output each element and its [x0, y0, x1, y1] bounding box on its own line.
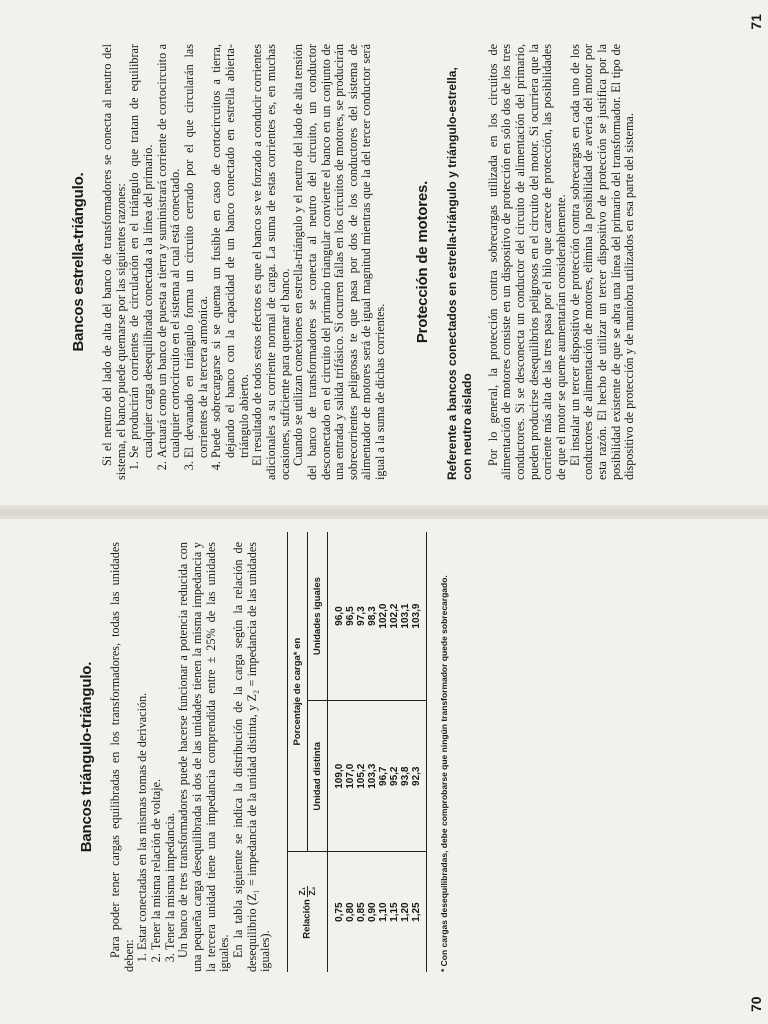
- cell-distinct: 109,0: [327, 701, 345, 852]
- table-header-equal: Unidades iguales: [307, 532, 327, 701]
- table-row: [345, 532, 356, 972]
- cell-equal: 102,2: [389, 532, 400, 701]
- cell-equal: 98,3: [367, 532, 378, 701]
- list-item: 3. Tener la misma impedancia.: [164, 542, 178, 950]
- cell-distinct: 95,2: [389, 701, 400, 852]
- ratio-denominator: Z₂: [306, 886, 317, 896]
- table-header-ratio: [287, 852, 327, 972]
- cell-distinct: 107,0: [345, 701, 356, 852]
- cell-distinct: 96,7: [378, 701, 389, 852]
- right-paragraph-2: Cuando se utilizan conexiones en estrella-triángulo y el neutro del lado de alta tensión del banco de transformadores se conecta al neutro del circuito, un conductor desconectado en el circuito del primario triangular convierte el banco en un conjunto de una entrada y salida trifásico. Si ocurren fallas en los circuitos de motores, se producirán sobrecorrientes peligrosas te que pasa por dos de los conductores del sistema de alimentador de motores será de igual magnitud mientras que la del tercer conductor será igual a la suma de dichas corrientes.: [291, 44, 388, 480]
- cell-ratio: 0,85: [355, 902, 367, 922]
- page-number-left: 70: [748, 996, 764, 1012]
- motor-protection-title: Protección de motores.: [413, 180, 431, 344]
- cell-ratio: 1,10: [377, 902, 389, 922]
- cell-distinct: 103,3: [367, 701, 378, 852]
- left-page: [0, 512, 768, 1024]
- cell-equal: 103,1: [400, 532, 411, 701]
- cell-distinct: 93,8: [400, 701, 411, 852]
- list-item: 1. Estar conectadas en las mismas tomas de derivación.: [136, 542, 150, 950]
- table-row: [367, 532, 378, 972]
- cell-equal: 97,3: [356, 532, 367, 701]
- table-row: [389, 532, 400, 972]
- left-paragraph-2: En la tabla siguiente se indica la distribución de la carga según la relación de desequilibrio (Z₁ = impedancia de la unidad distinta, y Z₂ = impedancia de las unidades iguales).: [230, 542, 273, 972]
- load-distribution-table: [287, 532, 427, 972]
- left-paragraph-1: Un banco de tres transformadores puede hacerse funcionar a potencia reducida con una pequeña carga desequilibrada si dos de las unidades tienen la misma impedancia y la tercera unidad tiene una impedancia comprendida entre ± 25% de las unidades iguales.: [176, 542, 232, 972]
- list-item: 2. Tener la misma relación de voltaje.: [150, 542, 164, 950]
- motor-protection-subtitle: Referente a bancos conectados en estrella-triángulo y triángulo-estrella, con neutro aislado: [444, 67, 474, 480]
- cell-equal: 102,0: [378, 532, 389, 701]
- cell-equal: 96,5: [345, 532, 356, 701]
- table-header-group: Porcentaje de carga* en: [287, 532, 307, 852]
- right-paragraph-4: El instalar un tercer dispositivo de protección contra sobrecargas en cada uno de los conductores de alimentación de motores, elimina la posibilidad de avería del motor por esta razón. El hecho de utilizar un tercer dispositivo de protección se justifica por la posibilidad existente de que se abra una línea del primario del transformador. El tipo de dispositivo de protección y de maniobra utilizados en esa parte del sistema.: [567, 44, 637, 480]
- right-intro: Si el neutro del lado de alta del banco de transformadores se conecta al neutro del sistema, el banco puede quemarse por las siguientes razones:: [100, 44, 128, 480]
- table-row: [378, 532, 389, 972]
- table-row: [356, 532, 367, 972]
- ratio-label: Relación: [301, 899, 313, 939]
- table-row: [411, 532, 427, 972]
- cell-equal: 96,0: [327, 532, 345, 701]
- page-number-right: 71: [748, 14, 764, 30]
- right-reasons-list: [128, 44, 251, 480]
- right-paragraph-1: El resultado de todos estos efectos es que el banco se ve forzado a conducir corrientes adicionales a su corriente normal de carga. La suma de estas corrientes es, en muchas ocasiones, suficiente para quemar el banco.: [250, 44, 292, 480]
- list-item: 1. Se producirán corrientes de circulación en el triángulo que tratan de equilibrar cualquier carga desequilibrada conectada a la línea del primario.: [128, 44, 155, 458]
- list-item: 4. Puede sobrecargarse si se quema un fusible en caso de cortocircuitos a tierra, dejando el banco con la capacidad de un banco conectado en estrella abierta-triángulo abierto.: [210, 44, 251, 458]
- table-row: [327, 532, 345, 972]
- table-header-distinct: Unidad distinta: [307, 701, 327, 852]
- cell-ratio: 0,75: [333, 902, 345, 922]
- cell-ratio: 0,80: [344, 902, 356, 922]
- cell-ratio: 1,20: [399, 902, 411, 922]
- table-row: [400, 532, 411, 972]
- right-page-title: Bancos estrella-triángulo.: [70, 172, 87, 352]
- cell-distinct: 92,3: [411, 701, 427, 852]
- left-page-title: Bancos triángulo-triángulo.: [78, 661, 95, 853]
- cell-distinct: 105,2: [356, 701, 367, 852]
- cell-equal: 103,9: [411, 532, 427, 701]
- cell-ratio: 1,25: [411, 852, 427, 972]
- cell-ratio: 1,15: [388, 902, 400, 922]
- ratio-fraction: [298, 886, 316, 897]
- right-paragraph-3: Por lo general, la protección contra sobrecargas utilizada en los circuitos de alimentación de motores consiste en un dispositivo de protección en sólo dos de los tres conductores. Si se desconecta un conductor del circuito de alimentación del primario, pueden producirse desequilibrios peligrosos en el circuito del motor. Si ocurriera que la corriente más alta de las tres pasa por el hilo que carece de protección, las posibilidades de que el motor se queme aumentarían considerablemente.: [485, 44, 569, 480]
- table-footnote: * Con cargas desequilibradas, debe comprobarse que ningún transformador quede sobrecargado.: [438, 575, 449, 972]
- list-item: 2. Actuará como un banco de puesta a tierra y suministrará corriente de cortocircuito a cualquier cortocircuito en el sistema al cual está conectado.: [156, 44, 183, 458]
- list-item: 3. El devanado en triángulo forma un circuito cerrado por el que circularán las corrientes de la tercera armónica.: [183, 44, 210, 458]
- left-intro: Para poder tener cargas equilibradas en los transformadores, todas las unidades deben:: [108, 542, 136, 972]
- cell-ratio: 0,90: [366, 902, 378, 922]
- left-requirements-list: [136, 542, 177, 972]
- ratio-numerator: Z₁: [297, 886, 308, 896]
